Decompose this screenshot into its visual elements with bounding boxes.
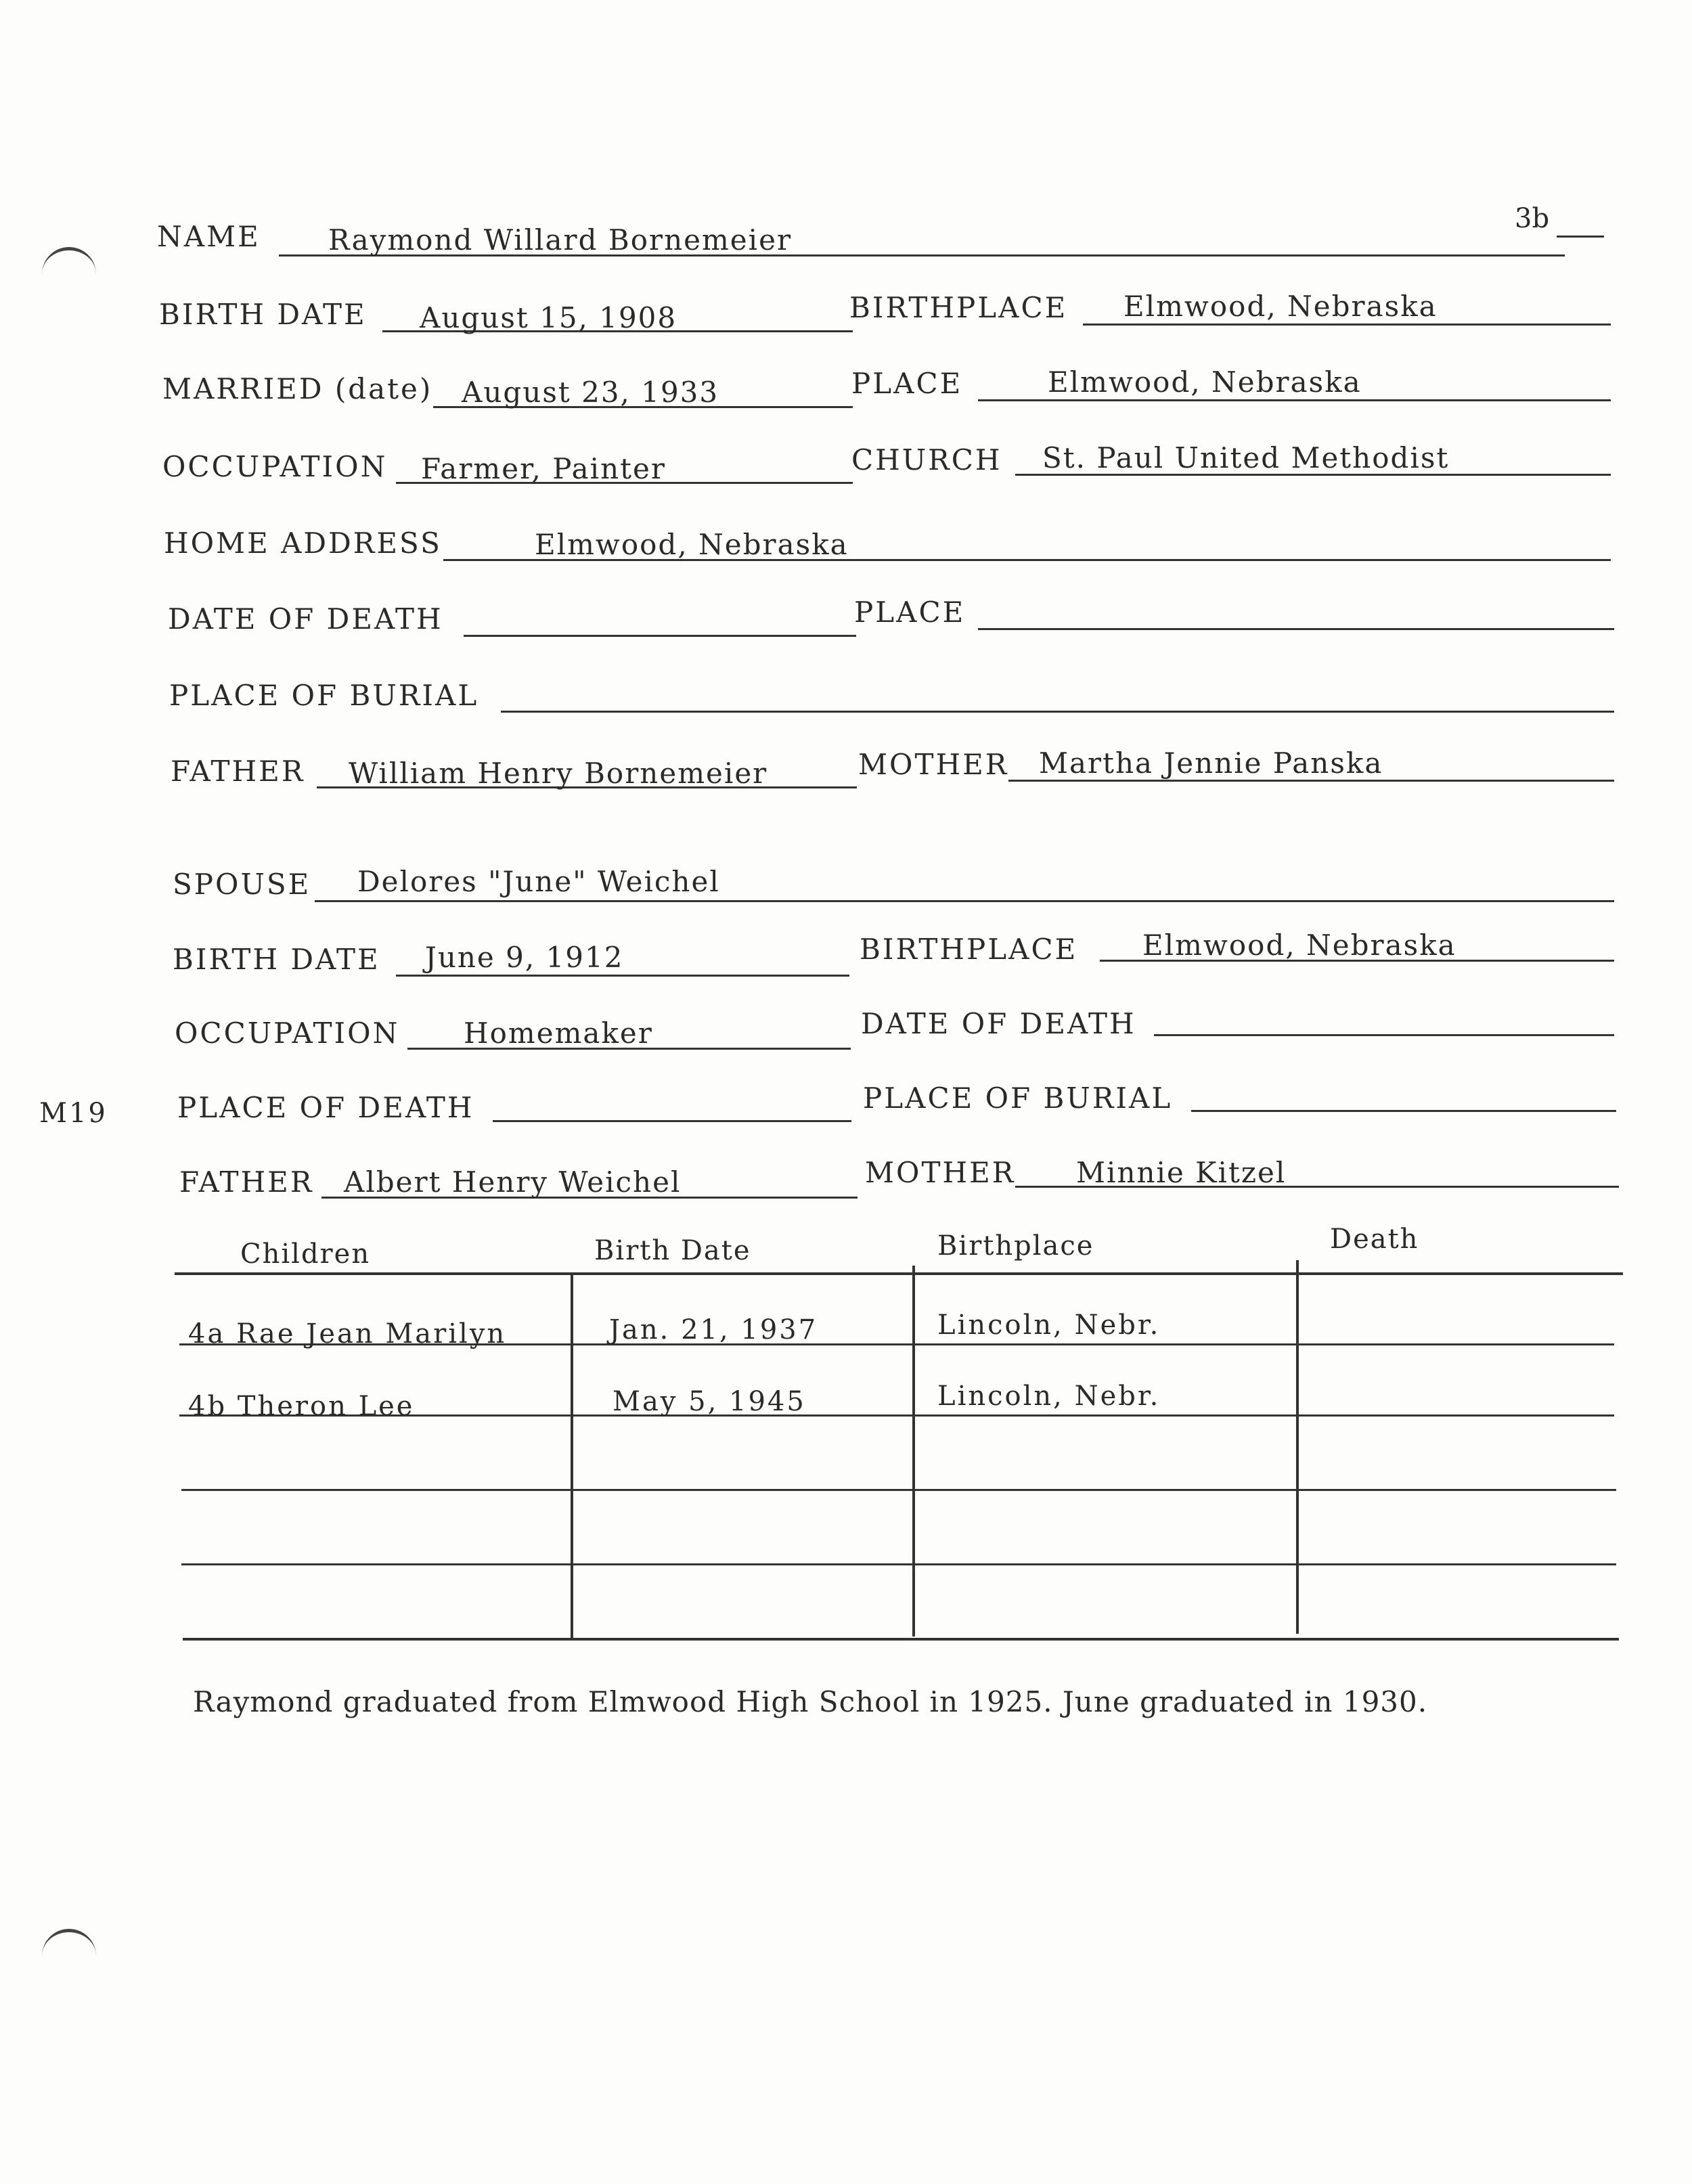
occupation-value: Farmer, Painter [421, 452, 666, 485]
spouse-value: Delores "June" Weichel [357, 865, 720, 898]
date-of-death-line [464, 635, 856, 637]
page-number: 3b [1515, 203, 1550, 234]
occupation-label: OCCUPATION [162, 450, 388, 483]
header-death: Death [1330, 1224, 1419, 1255]
spouse-mother-value: Minnie Kitzel [1076, 1156, 1287, 1189]
table-col-line-1 [571, 1272, 573, 1638]
header-children: Children [240, 1239, 371, 1270]
church-label: CHURCH [851, 443, 1002, 476]
table-col-line-3 [1296, 1260, 1299, 1634]
spouse-birth-date-value: June 9, 1912 [425, 941, 624, 974]
page-number-line [1557, 236, 1604, 238]
table-row-2-birthplace: Lincoln, Nebr. [937, 1381, 1161, 1412]
table-line-4 [181, 1563, 1616, 1565]
name-label: NAME [157, 220, 261, 253]
spouse-father-value: Albert Henry Weichel [344, 1165, 682, 1199]
punch-hole-top [42, 247, 96, 277]
spouse-date-of-death-line [1154, 1034, 1614, 1036]
spouse-birthplace-value: Elmwood, Nebraska [1142, 929, 1456, 962]
spouse-date-of-death-label: DATE OF DEATH [861, 1007, 1136, 1040]
side-code: M19 [39, 1098, 108, 1129]
birth-date-value: August 15, 1908 [420, 301, 677, 334]
date-of-death-label: DATE OF DEATH [168, 602, 443, 636]
name-value: Raymond Willard Bornemeier [328, 223, 793, 257]
table-line-bottom [183, 1638, 1619, 1641]
father-label: FATHER [171, 755, 305, 788]
burial-line [501, 711, 1614, 713]
home-address-value: Elmwood, Nebraska [535, 528, 849, 561]
spouse-birth-date-line [396, 975, 849, 977]
burial-label: PLACE OF BURIAL [169, 679, 479, 712]
table-line-top [175, 1272, 1623, 1275]
spouse-label: SPOUSE [173, 868, 311, 901]
spouse-birth-date-label: BIRTH DATE [173, 943, 380, 976]
table-row-1-child: 4a Rae Jean Marilyn [188, 1318, 507, 1350]
table-row-2-child: 4b Theron Lee [188, 1391, 415, 1422]
birthplace-label: BIRTHPLACE [849, 291, 1068, 324]
home-address-label: HOME ADDRESS [164, 527, 442, 560]
birthplace-line [1083, 324, 1611, 326]
spouse-line [315, 900, 1614, 902]
table-line-3 [181, 1489, 1616, 1491]
table-row-1-birthplace: Lincoln, Nebr. [937, 1310, 1161, 1341]
married-place-value: Elmwood, Nebraska [1048, 365, 1362, 399]
spouse-burial-line [1191, 1110, 1616, 1112]
death-place-line [978, 628, 1614, 630]
death-place-label: PLACE [854, 596, 966, 629]
mother-value: Martha Jennie Panska [1039, 746, 1383, 780]
spouse-burial-label: PLACE OF BURIAL [863, 1082, 1173, 1115]
spouse-occupation-value: Homemaker [464, 1017, 653, 1050]
table-row-1-birth-date: Jan. 21, 1937 [609, 1314, 818, 1345]
church-value: St. Paul United Methodist [1042, 441, 1450, 474]
table-row-2-birth-date: May 5, 1945 [613, 1386, 806, 1417]
father-value: William Henry Bornemeier [349, 757, 768, 790]
spouse-place-of-death-line [493, 1120, 851, 1122]
spouse-mother-label: MOTHER [865, 1156, 1016, 1189]
spouse-father-label: FATHER [179, 1165, 314, 1199]
header-birthplace: Birthplace [937, 1230, 1094, 1262]
table-col-line-2 [912, 1266, 915, 1636]
spouse-place-of-death-label: PLACE OF DEATH [177, 1091, 474, 1124]
married-value: August 23, 1933 [462, 376, 719, 409]
married-place-label: PLACE [851, 367, 963, 400]
mother-label: MOTHER [858, 748, 1009, 781]
married-place-line [978, 399, 1611, 401]
spouse-occupation-label: OCCUPATION [175, 1017, 400, 1050]
birthplace-value: Elmwood, Nebraska [1123, 290, 1438, 323]
header-birth-date: Birth Date [594, 1235, 751, 1266]
graduation-note: Raymond graduated from Elmwood High School in 1925. June graduated in 1930. [193, 1685, 1428, 1718]
married-label: MARRIED (date) [162, 372, 433, 405]
spouse-birthplace-label: BIRTHPLACE [860, 933, 1078, 966]
punch-hole-bottom [42, 1929, 96, 1959]
birth-date-label: BIRTH DATE [159, 298, 367, 331]
